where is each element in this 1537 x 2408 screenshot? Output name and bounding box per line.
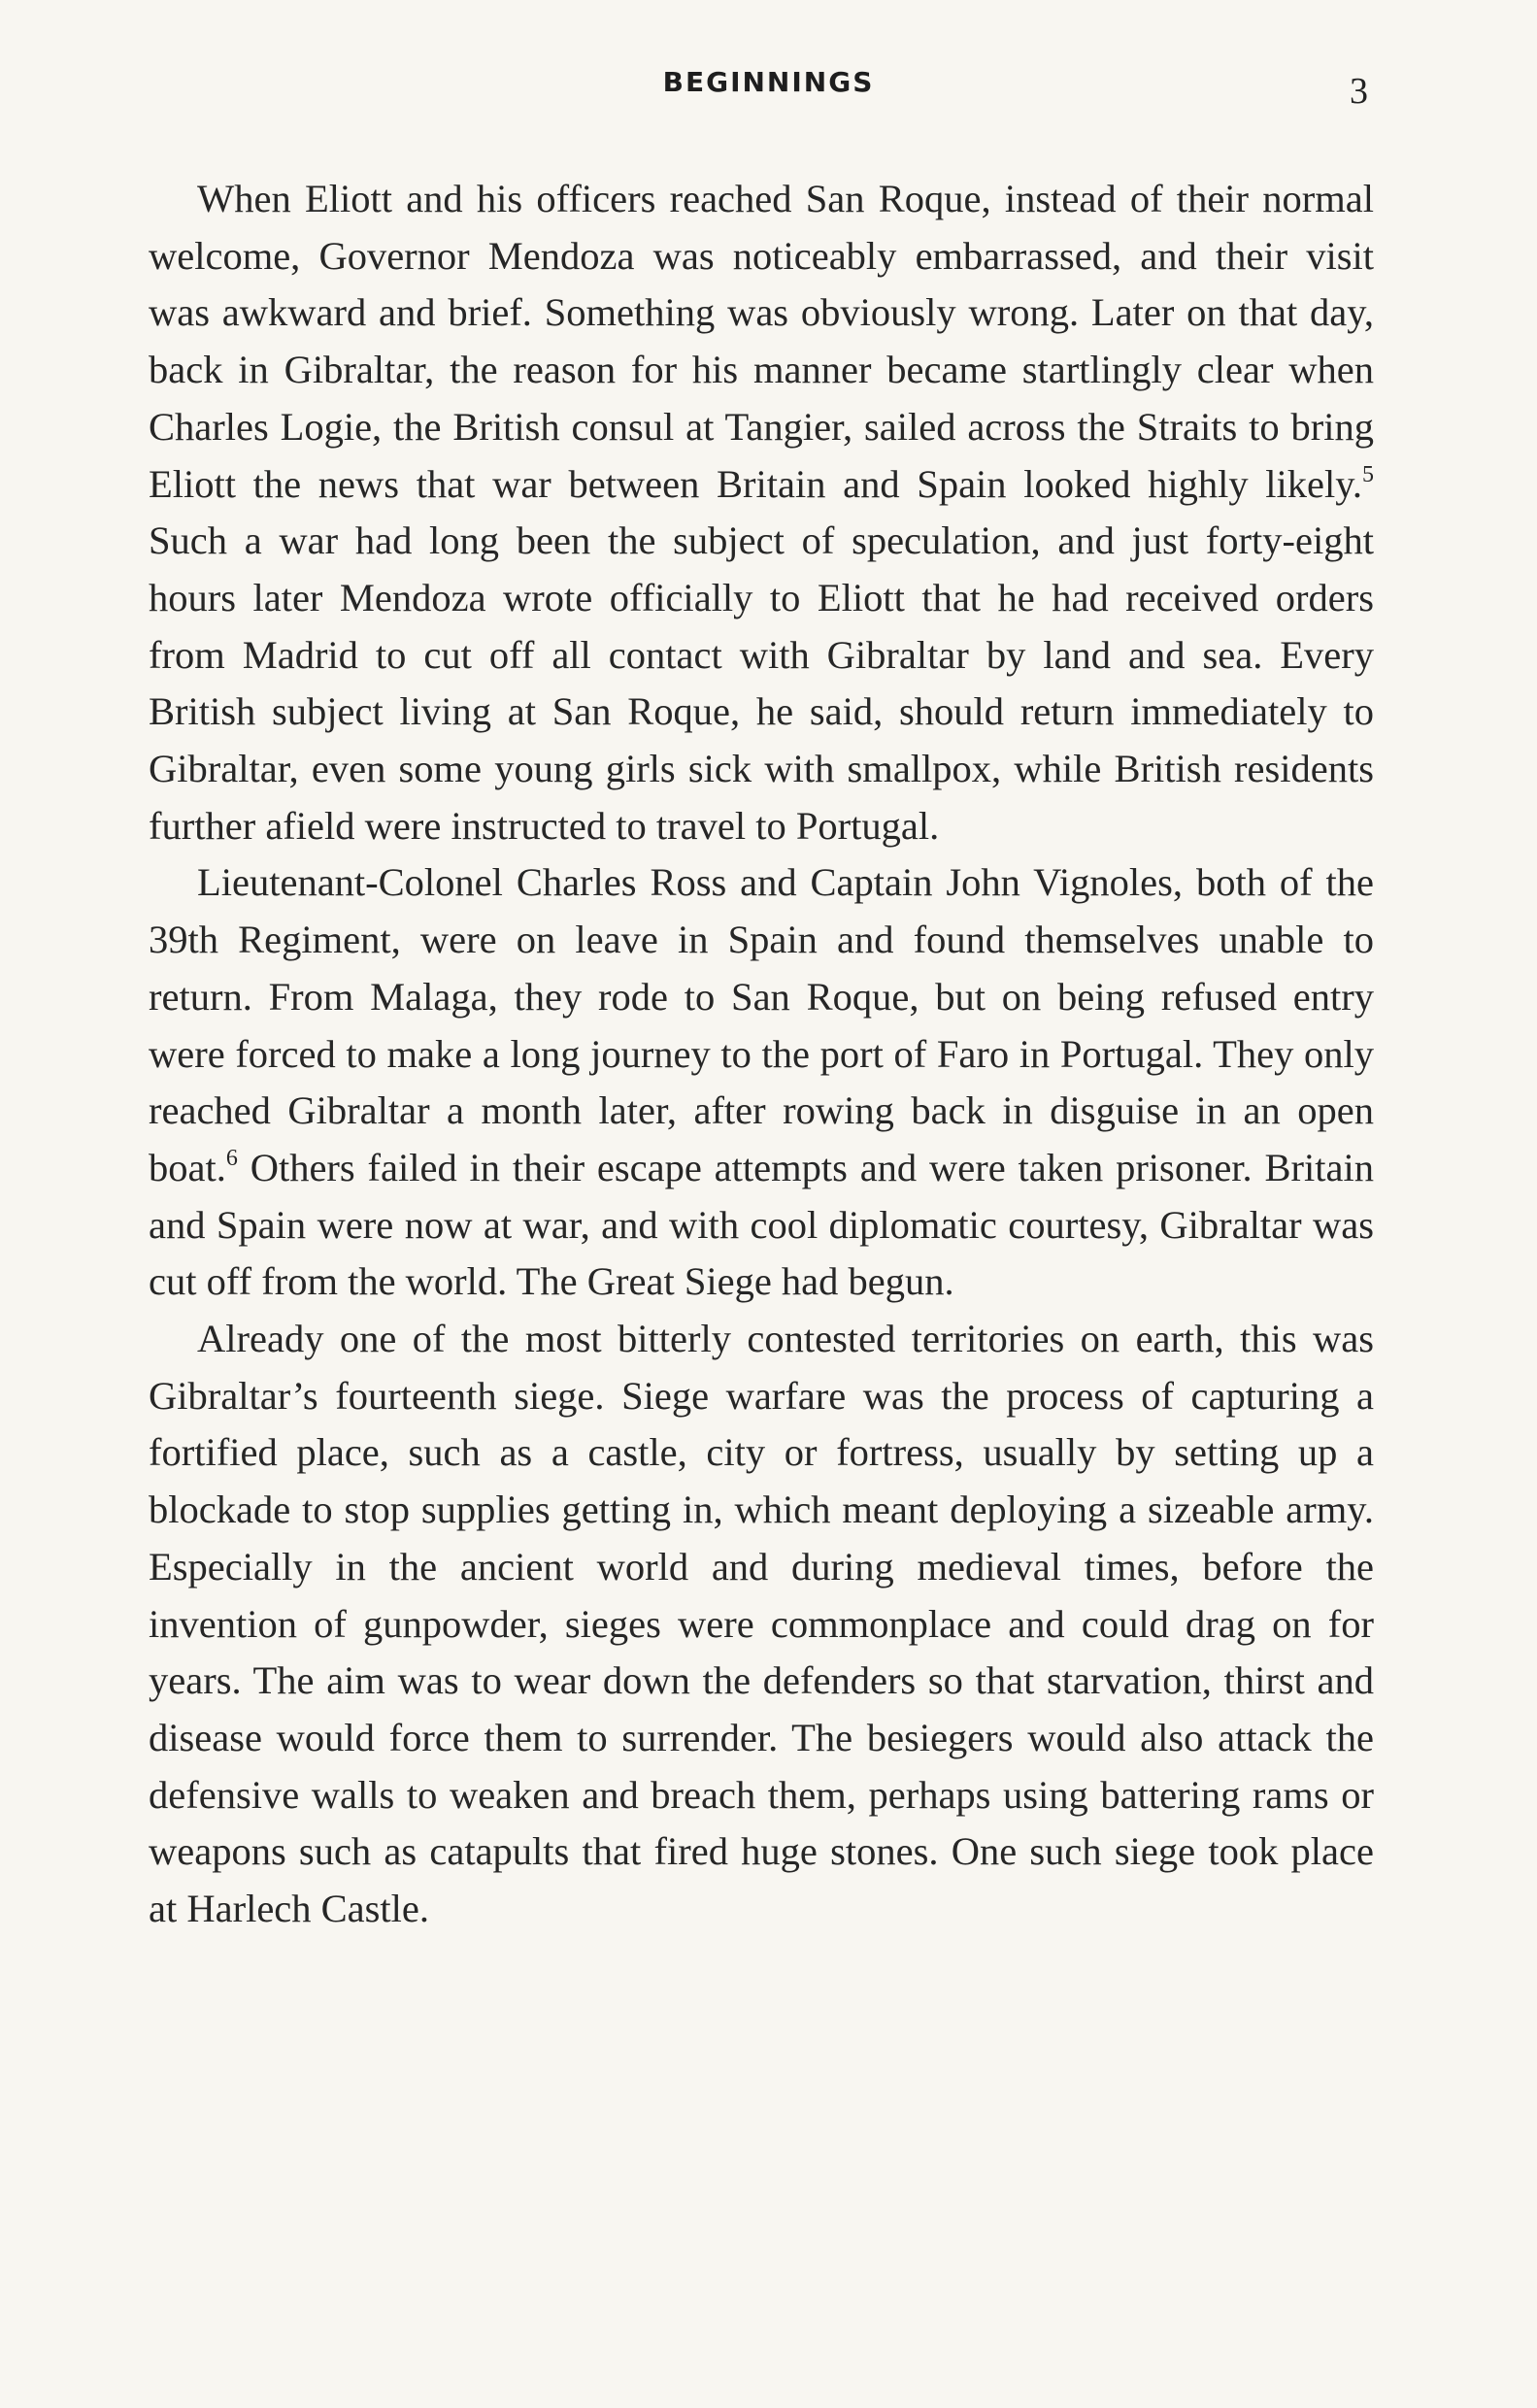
paragraph-1-text-b: Such a war had long been the subject of speculation, and just forty-eight hours later Mendoza wrote officially to Eliott that he had received orders from Madrid to cut off all contact with Gibraltar by land and sea. Every British subject living at San Roque, he said, should return immediately to Gibraltar, even some young girls sick with smallpox, while British residents further afield were instructed to travel to Portugal. — [149, 518, 1374, 848]
endnote-marker-5: 5 — [1362, 461, 1374, 487]
paragraph-3: Already one of the most bitterly contested territories on earth, this was Gibraltar’s fourteenth siege. Siege warfare was the process of capturing a fortified place, such as a castle, city or fortress, usually by setting up a blockade to stop supplies getting in, which meant deploying a sizeable army. Especially in the ancient world and during medieval times, before the invention of gunpowder, sieges were commonplace and could drag on for years. The aim was to wear down the defenders so that starvation, thirst and disease would force them to surrender. The besiegers would also attack the defensive walls to weaken and breach them, perhaps using battering rams or weapons such as catapults that fired huge stones. One such siege took place at Harlech Castle. — [149, 1317, 1374, 1931]
paragraph-2-text-b: Others failed in their escape attempts and were taken prisoner. Britain and Spain were now at war, and with cool diplomatic courtesy, Gibraltar was cut off from the world. The Great Siege had begun. — [149, 1145, 1374, 1304]
endnote-marker-6: 6 — [225, 1145, 238, 1171]
running-head — [0, 66, 1537, 115]
paragraph-2 — [149, 854, 1374, 1311]
body-text — [149, 171, 1374, 1938]
page-number: 3 — [1350, 71, 1368, 112]
paragraph-1-text-a: When Eliott and his officers reached San Roque, instead of their normal welcome, Governor Mendoza was noticeably embarrassed, and their visit was awkward and brief. Something was obviously wrong. Later on that day, back in Gibraltar, the reason for his manner became startlingly clear when Charles Logie, the British consul at Tangier, sailed across the Straits to bring Eliott the news that war between Britain and Spain looked highly likely. — [149, 177, 1374, 506]
section-title: BEGINNINGS — [662, 66, 875, 98]
paragraph-1 — [149, 171, 1374, 854]
paragraph-2-text-a: Lieutenant-Colonel Charles Ross and Captain John Vignoles, both of the 39th Regiment, were on leave in Spain and found themselves unable to return. From Malaga, they rode to San Roque, but on being refused entry were forced to make a long journey to the port of Faro in Portugal. They only reached Gibraltar a month later, after rowing back in disguise in an open boat. — [149, 860, 1374, 1189]
